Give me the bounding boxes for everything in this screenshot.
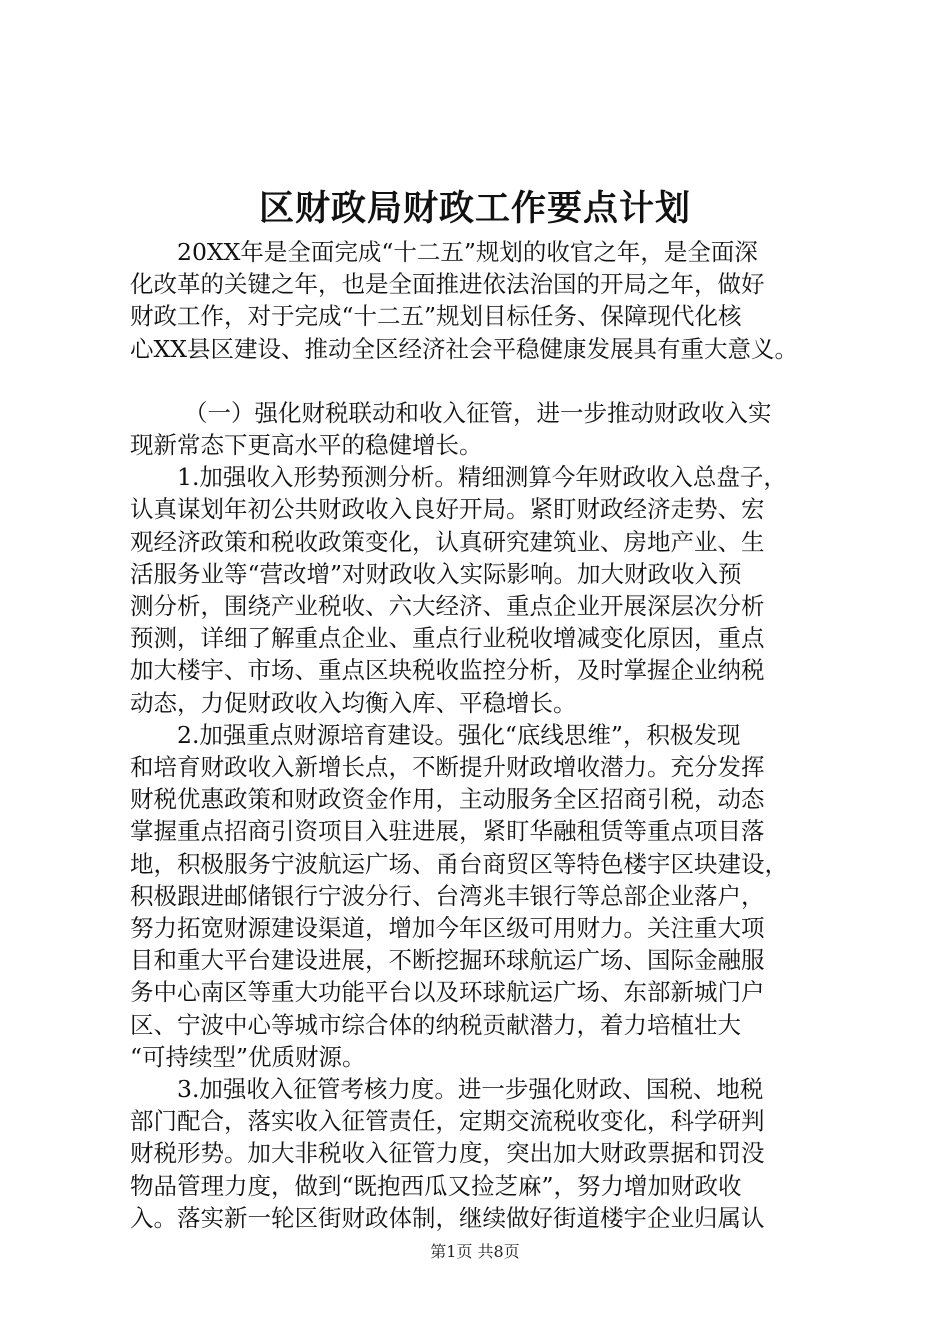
item-3-line: 物品管理力度，做到“既抱西瓜又捡芝麻”，努力增加财政收 — [130, 1171, 742, 1200]
item-1-line: 测分析，围绕产业税收、六大经济、重点企业开展深层次分析 — [130, 592, 765, 621]
item-2-line: 积极跟进邮储银行宁波分行、台湾兆丰银行等总部企业落户， — [130, 881, 765, 910]
item-2-line: 目和重大平台建设进展，不断挖掘环球航运广场、国际金融服 — [130, 946, 765, 975]
document-title: 区财政局财政工作要点计划 — [258, 188, 691, 229]
item-2-line: 务中心南区等重大功能平台以及环球航运广场、东部新城门户 — [130, 978, 765, 1007]
document-body — [130, 236, 840, 1234]
section-line: 现新常态下更高水平的稳健增长。 — [130, 431, 483, 460]
item-1-line: 加大楼宇、市场、重点区块税收监控分析，及时掌握企业纳税 — [130, 656, 765, 685]
item-1-line: 动态，力促财政收入均衡入库、平稳增长。 — [130, 688, 577, 717]
paragraph-gap — [130, 365, 840, 397]
item-2-line: 财税优惠政策和财政资金作用，主动服务全区招商引税，动态 — [130, 785, 765, 814]
item-1-line: 预测，详细了解重点企业、重点行业税收增减变化原因，重点 — [130, 624, 765, 653]
intro-line: 化改革的关键之年，也是全面推进依法治国的开局之年，做好 — [130, 270, 765, 299]
item-2-line: 和培育财政收入新增长点，不断提升财政增收潜力。充分发挥 — [130, 753, 765, 782]
item-3-line: 部门配合，落实收入征管责任，定期交流税收变化，科学研判 — [130, 1107, 765, 1136]
item-2-line: “可持续型”优质财源。 — [130, 1042, 366, 1071]
item-2-line: 地，积极服务宁波航运广场、甬台商贸区等特色楼宇区块建设， — [130, 849, 788, 878]
item-2-paragraph — [130, 719, 840, 1073]
item-1-line: 观经济政策和税收政策变化，认真研究建筑业、房地产业、生 — [130, 527, 765, 556]
intro-line: 心XX县区建设、推动全区经济社会平稳健康发展具有重大意义。 — [130, 334, 798, 363]
item-2-line: 掌握重点招商引资项目入驻进展，紧盯华融租赁等重点项目落 — [130, 817, 765, 846]
item-3-line: 财税形势。加大非税收入征管力度，突出加大财政票据和罚没 — [130, 1139, 765, 1168]
item-2-line: 努力拓宽财源建设渠道，增加今年区级可用财力。关注重大项 — [130, 914, 765, 943]
item-2-line: 2.加强重点财源培育建设。强化“底线思维”，积极发现 — [177, 720, 741, 749]
item-1-line: 1.加强收入形势预测分析。精细测算今年财政收入总盘子， — [177, 463, 787, 492]
intro-line: 财政工作，对于完成“十二五”规划目标任务、保障现代化核 — [130, 302, 742, 331]
section-line: （一）强化财税联动和收入征管，进一步推动财政收入实 — [184, 398, 772, 427]
intro-paragraph — [130, 236, 840, 365]
item-3-line: 入。落实新一轮区街财政体制，继续做好街道楼宇企业归属认 — [130, 1203, 765, 1232]
item-1-line: 活服务业等“营改增”对财政收入实际影响。加大财政收入预 — [130, 559, 742, 588]
item-1-line: 认真谋划年初公共财政收入良好开局。紧盯财政经济走势、宏 — [130, 495, 765, 524]
page-number-footer: 第1页 共8页 — [430, 1242, 520, 1261]
section-heading — [130, 397, 840, 461]
item-3-line: 3.加强收入征管考核力度。进一步强化财政、国税、地税 — [177, 1075, 764, 1104]
item-1-paragraph — [130, 461, 840, 719]
item-3-paragraph — [130, 1073, 840, 1234]
item-2-line: 区、宁波中心等城市综合体的纳税贡献潜力，着力培植壮大 — [130, 1010, 741, 1039]
intro-line: 20XX年是全面完成“十二五”规划的收官之年，是全面深 — [177, 238, 758, 266]
